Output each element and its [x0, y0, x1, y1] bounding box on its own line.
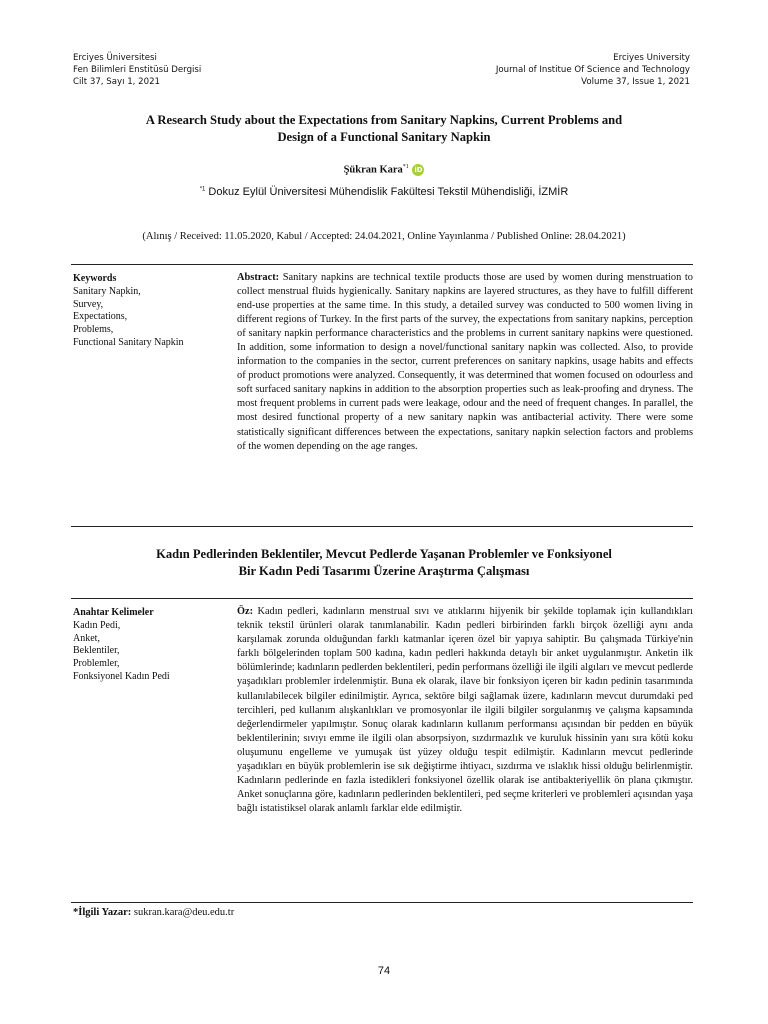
keyword-item: Problemler, [73, 658, 120, 670]
journal-header-right [496, 52, 690, 88]
corresponding-author [73, 907, 234, 918]
affiliation-sup: *1 [199, 186, 206, 193]
divider [71, 264, 693, 265]
author [0, 164, 768, 176]
header-right-line: Erciyes University [613, 53, 690, 63]
paper-title-en [60, 112, 708, 146]
keyword-item: Problems, [73, 324, 114, 336]
divider [71, 526, 693, 527]
author-sup: *1 [402, 164, 409, 170]
keyword-item: Kadın Pedi, [73, 619, 121, 631]
divider [71, 598, 693, 599]
title-tr-line: Bir Kadın Pedi Tasarımı Üzerine Araştırma Çalışması [238, 564, 530, 578]
header-left-line: Fen Bilimleri Enstitüsü Dergisi [73, 65, 202, 75]
affiliation-text: Dokuz Eylül Üniversitesi Mühendislik Fakültesi Tekstil Mühendisliği, İZMİR [208, 186, 569, 198]
keyword-item: Survey, [73, 298, 104, 310]
keywords-tr [73, 607, 233, 684]
affiliation [0, 186, 768, 198]
header-right-line: Journal of Institue Of Science and Technology [495, 65, 690, 75]
journal-header-left [73, 52, 201, 88]
title-tr-line: Kadın Pedlerinden Beklentiler, Mevcut Pedlerde Yaşanan Problemler ve Fonksiyonel [156, 547, 612, 561]
abstract-tr-text: Kadın pedleri, kadınların menstrual sıvı ve atıklarını hijyenik bir şekilde toplamak için kullandıkları teknik tekstil ürünleri olarak tanımlanabilir. Kadın pedleri birbirinden farklı birçok özelliği aynı anda karşılamak zorunda olduğundan farklı katmanlar içeren özel bir yapıya sahiptir. Bu çalışmada Türkiye'nin farklı bölgelerinden toplam 500 kadına, kadın pedleri hakkında detaylı bir anket uygulanmıştır. Anketin ilk bölümlerinde; kadınların pedlerden beklentileri, pedin performans özelliği ile ilgili algıları ve mevcut pedlerde yaşadıkları problemler irdelenmiştir. Buna ek olarak, ilave bir fonksiyon içeren bir kadın pedinin tasarımında kullanılabilecek bilgiler edinilmiştir. Ayrıca, sektöre bilgi sağlamak üzere, kadınların mevcut durumdaki ped tercihleri, ped kullanım alışkanlıkları ve promosyonlar ile ilgili bilgiler sorgulanmış ve çalışma kapsamında değerlendirmeler yapılmıştır. Sonuç olarak kadınların kullanım performansı açısından bir pedden en büyük beklentilerinin; sıvıyı emme ile ilgili olan absorpsiyon, sızdırmazlık ve kuruluk hissinin yanı sıra kötü koku oluşumunu engelleme ve yumuşak üst yüzey olduğu tespit edilmiştir. Kadınların mevcut pedlerinde yaşadıkları en büyük problemlerin ise sık değiştirme ihtiyacı, sızdırma ve ıslaklık hissi olduğu belirlenmiştir. Kadınların pedlerinde en fazla istedikleri fonksiyonel özellik olarak ise antibakteriyellik ön plana çıkmıştır. Anket sonuçlarına göre, kadınların pedlerinden beklentileri, ped seçme kriterleri ve problemleri açısından yaşa bağlı istatistiksel olarak anlamlı farklar elde edilmiştir. [237, 606, 693, 815]
header-left-line: Cilt 37, Sayı 1, 2021 [73, 77, 161, 87]
header-left-line: Erciyes Üniversitesi [73, 53, 157, 63]
abstract-tr-label: Öz: [237, 606, 254, 617]
keyword-item: Sanitary Napkin, [73, 285, 141, 297]
divider [71, 902, 693, 903]
keyword-item: Beklentiler, [73, 645, 120, 657]
title-en-line: A Research Study about the Expectations from Sanitary Napkins, Current Problems and [145, 113, 623, 127]
paper-title-tr [60, 546, 708, 580]
corresponding-email[interactable]: sukran.kara@deu.edu.tr [133, 907, 235, 918]
orcid-icon[interactable]: iD [414, 166, 423, 175]
page-number: 74 [377, 965, 391, 977]
author-name: Şükran Kara [343, 164, 403, 176]
keyword-item: Expectations, [73, 311, 128, 323]
abstract-en-label: Abstract: [237, 272, 280, 283]
abstract-en-text: Sanitary napkins are technical textile products those are used by women during menstruation to collect menstrual fluids hygienically. Sanitary napkins are layered structures, as they have to fulfill different end-use properties at the same time. In this study, a detailed survey was conducted to 500 women living in different regions of Turkey. In the first parts of the survey, the expectations from sanitary napkins, perception of sanitary napkin performance characteristics and the problems in current sanitary napkins were questioned. In addition, some information to design a novel/functional sanitary napkin was collected. Also, to provide information to the companies in the sector, current preferences on sanitary napkins, usage habits and effects of product promotions were analyzed. Consequently, it was determined that women focused on odourless and soft surfaced sanitary napkins in addition to the absorption properties such as leak-proofing and dryness. The most frequent problems in current pads were leakage, odour and the need of frequent changes. In parallel, the most desired functional property of a new sanitary napkin was antibacterial activity. There were some statistically significant differences between the expectations, sanitary napkin selection factors and problems of the women depending on the age ranges. [237, 272, 693, 452]
keywords-tr-heading: Anahtar Kelimeler [73, 607, 154, 618]
keyword-item: Functional Sanitary Napkin [73, 336, 184, 348]
keyword-item: Anket, [73, 632, 100, 644]
publication-dates: (Alınış / Received: 11.05.2020, Kabul / Accepted: 24.04.2021, Online Yayınlanma / Published Online: 28.04.2021) [142, 231, 626, 242]
keyword-item: Fonksiyonel Kadın Pedi [73, 670, 170, 682]
corresponding-label: *İlgili Yazar: [73, 907, 132, 918]
keywords-en [73, 273, 228, 350]
abstract-en [237, 271, 693, 454]
abstract-tr [237, 605, 693, 816]
header-right-line: Volume 37, Issue 1, 2021 [581, 77, 690, 87]
keywords-en-heading: Keywords [73, 273, 117, 284]
title-en-line: Design of a Functional Sanitary Napkin [277, 130, 491, 144]
